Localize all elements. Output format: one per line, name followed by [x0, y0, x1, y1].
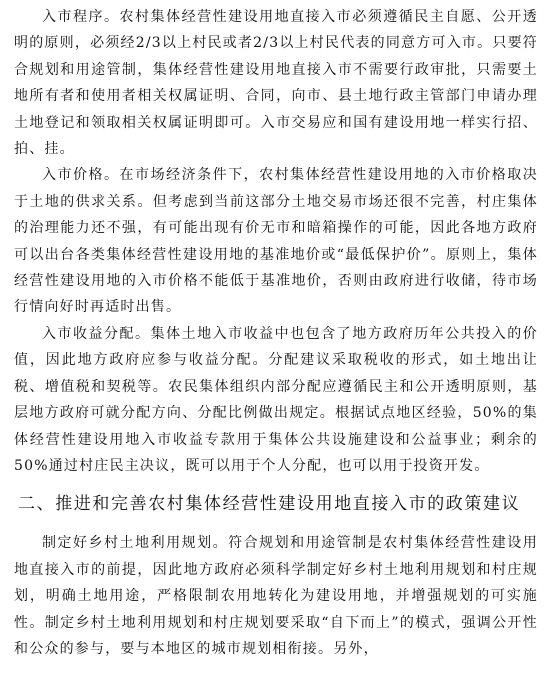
paragraph-land-use-planning: 制定好乡村土地利用规划。符合规划和用途管制是农村集体经营性建设用地直接入市的前提，因此地方政府必须科学制定好乡村土地利用规划和村庄规划，明确土地用途，严格限制农用地转化为建设用地，并增强规划的可实施性。制定乡村土地利用规划和村庄规划要采取“自下而上”的模式，强调公开性和公众的参与，要与本地区的城市规划相衔接。另外，: [14, 535, 538, 657]
paragraph-entry-price: 入市价格。在市场经济条件下，农村集体经营性建设用地的入市价格取决于土地的供求关系。但考虑到当前这部分土地交易市场还很不完善，村庄集体的治理能力还不强，有可能出现有价无市和暗箱操作的可能，因此各地方政府可以出台各类集体经营性建设用地的基准地价或“最低保护价”。原则上，集体经营性建设用地的入市价格不能低于基准地价，否则由政府进行收储，待市场行情向好时再适时出售。: [14, 167, 538, 316]
section-heading: 二、推进和完善农村集体经营性建设用地直接入市的政策建议: [18, 494, 521, 515]
paragraph-entry-procedure: 入市程序。农村集体经营性建设用地直接入市必须遵循民主自愿、公开透明的原则，必须经2/3以上村民或者2/3以上村民代表的同意方可入市。只要符合规划和用途管制，集体经营性建设用地直接入市不需要行政审批，只需要土地所有者和使用者相关权属证明、合同，向市、县土地行政主管部门申请办理土地登记和领取相关权属证明即可。入市交易应和国有建设用地一样实行招、拍、挂。: [14, 9, 538, 158]
paragraph-revenue-distribution: 入市收益分配。集体土地入市收益中也包含了地方政府历年公共投入的价值，因此地方政府应参与收益分配。分配建议采取税收的形式，如土地出让税、增值税和契税等。农民集体组织内部分配应遵循民主和公开透明原则，基层地方政府可就分配方向、分配比例做出规定。根据试点地区经验，50%的集体经营性建设用地入市收益专款用于集体公共设施建设和公益事业；剩余的50%通过村庄民主决议，既可以用于个人分配，也可以用于投资开发。: [14, 325, 538, 474]
